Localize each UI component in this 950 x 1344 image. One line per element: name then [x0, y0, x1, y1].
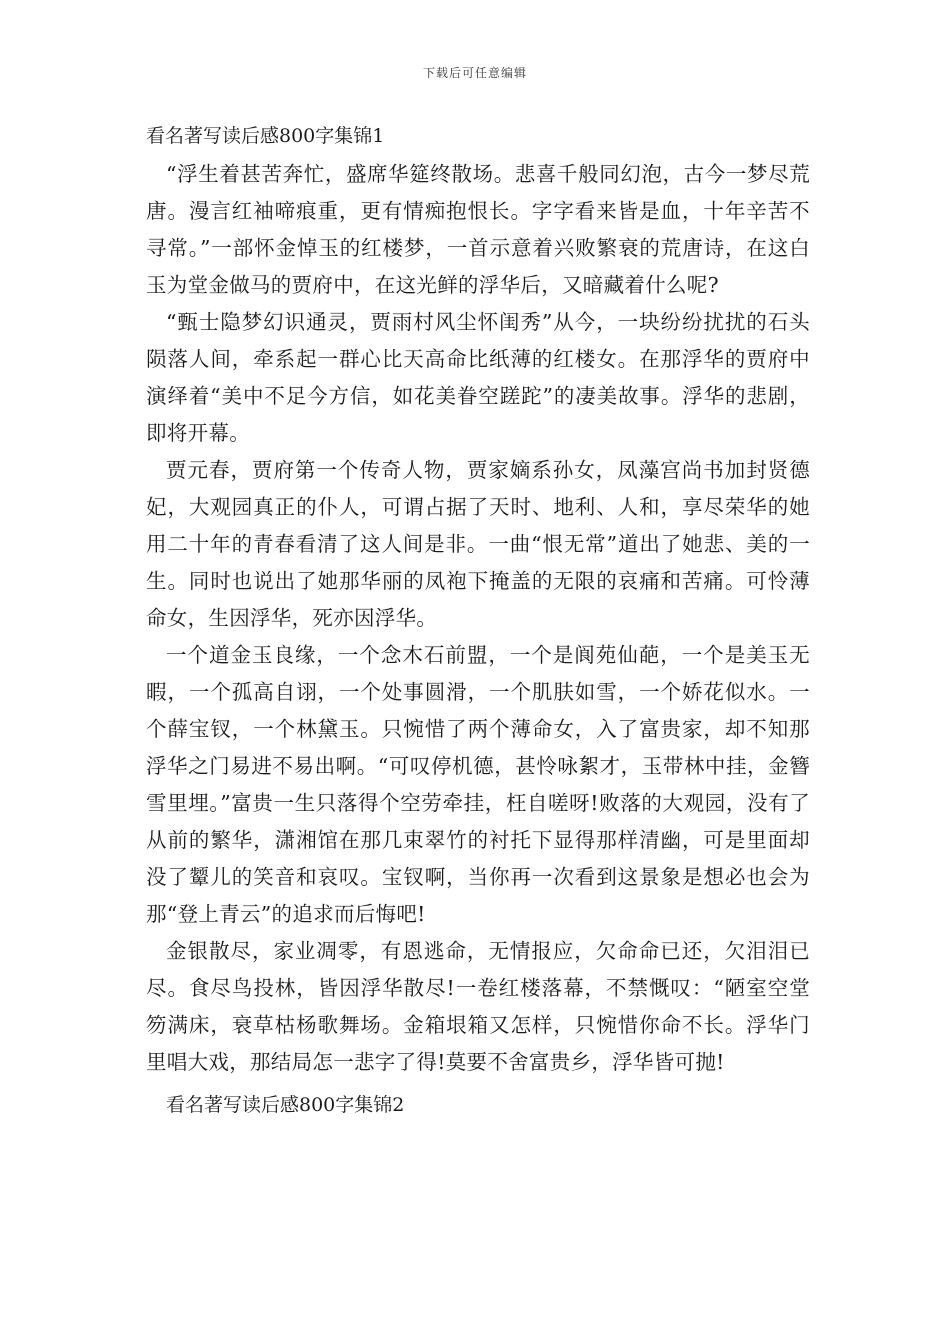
paragraph-4: 一个道金玉良缘，一个念木石前盟，一个是阆苑仙葩，一个是美玉无暇，一个孤高自诩，一个处事圆滑，一个肌肤如雪，一个娇花似水。一个薛宝钗，一个林黛玉。只惋惜了两个薄命女，入了富贵家，却不知那浮华之门易进不易出啊。“可叹停机德，甚怜咏絮才，玉带林中挂，金簪雪里埋。”富贵一生只落得个空劳牵挂，枉自嗟呀!败落的大观园，没有了从前的繁华，潇湘馆在那几束翠竹的衬托下显得那样清幽，可是里面却没了颦儿的笑音和哀叹。宝钗啊，当你再一次看到这景象是想必也会为那“登上青云”的追求而后悔吧! [146, 643, 810, 926]
section-title-1: 看名著写读后感800字集锦1 [146, 125, 385, 147]
paragraph-2: “甄士隐梦幻识通灵，贾雨村风尘怀闺秀”从今，一块纷纷扰扰的石头陨落人间，牵系起一群心比天高命比纸薄的红楼女。在那浮华的贾府中演绎着“美中不足今方信，如花美眷空蹉跎”的凄美故事。浮华的悲剧，即将开幕。 [146, 310, 810, 445]
page-header: 下载后可任意编辑 [422, 66, 527, 80]
paragraph-3: 贾元春，贾府第一个传奇人物，贾家嫡系孙女，凤藻宫尚书加封贤德妃，大观园真正的仆人，可谓占据了天时、地利、人和，享尽荣华的她用二十年的青春看清了这人间是非。一曲“恨无常”道出了她悲、美的一生。同时也说出了她那华丽的凤袍下掩盖的无限的哀痛和苦痛。可怜薄命女，生因浮华，死亦因浮华。 [146, 458, 810, 630]
document-body [146, 118, 810, 1125]
paragraph-1: “浮生着甚苦奔忙，盛席华筵终散场。悲喜千般同幻泡，古今一梦尽荒唐。漫言红袖啼痕重，更有情痴抱恨长。字字看来皆是血，十年辛苦不寻常。”一部怀金悼玉的红楼梦，一首示意着兴败繁衰的荒唐诗，在这白玉为堂金做马的贾府中，在这光鲜的浮华后，又暗藏着什么呢? [146, 162, 810, 297]
section-title-2: 看名著写读后感800字集锦2 [166, 1094, 405, 1116]
paragraph-5: 金银散尽，家业凋零，有恩逃命，无情报应，欠命命已还，欠泪泪已尽。食尽鸟投林，皆因浮华散尽!一卷红楼落幕，不禁慨叹：“陋室空堂笏满床，衰草枯杨歌舞场。金箱垠箱又怎样，只惋惜你命不长。浮华门里唱大戏，那结局怎一悲字了得!莫要不舍富贵乡，浮华皆可抛! [146, 939, 810, 1074]
